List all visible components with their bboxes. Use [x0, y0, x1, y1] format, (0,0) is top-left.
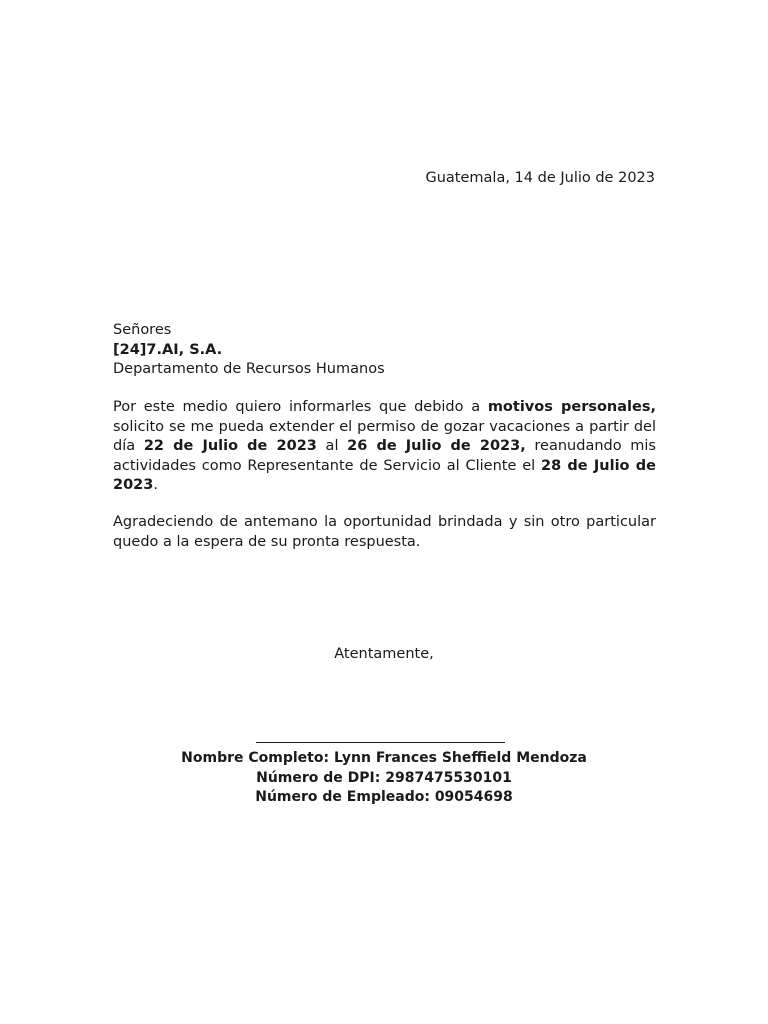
text-segment: al: [316, 438, 348, 454]
date-line: Guatemala, 14 de Julio de 2023: [425, 170, 655, 186]
recipient-block: [113, 321, 658, 380]
start-date: 22 de Julio de 2023: [143, 438, 317, 454]
dpi-line: Número de DPI: 2987475530101: [256, 769, 512, 786]
body-paragraph-thanks: Agradeciendo de antemano la oportunidad brindada y sin otro particular quedo a la espera de su pronta respuesta.: [113, 514, 656, 550]
employee-number-line: Número de Empleado: 09054698: [255, 789, 513, 805]
salutation: Señores: [113, 322, 172, 338]
reason-emphasis: motivos personales,: [487, 399, 656, 415]
signature-line: [256, 742, 505, 743]
full-name-line: Nombre Completo: Lynn Frances Sheffield Mendoza: [181, 750, 587, 766]
signature-block: [0, 749, 768, 808]
department-name: Departamento de Recursos Humanos: [113, 361, 385, 377]
text-segment: Por este medio quiero informarles que debido a: [113, 399, 488, 415]
return-date: 28 de Julio de 2023: [113, 457, 656, 493]
text-segment: reanudando mis actividades como Representante de Servicio al Cliente el: [113, 438, 656, 474]
closing-phrase: Atentamente,: [334, 646, 434, 662]
end-date: 26 de Julio de 2023,: [347, 438, 526, 454]
company-name: [24]7.AI, S.A.: [113, 341, 223, 358]
body-paragraph-request: [113, 398, 656, 496]
text-segment: .: [153, 477, 158, 493]
text-segment: solicito se me pueda extender el permiso de gozar vacaciones a partir del día: [113, 418, 656, 454]
